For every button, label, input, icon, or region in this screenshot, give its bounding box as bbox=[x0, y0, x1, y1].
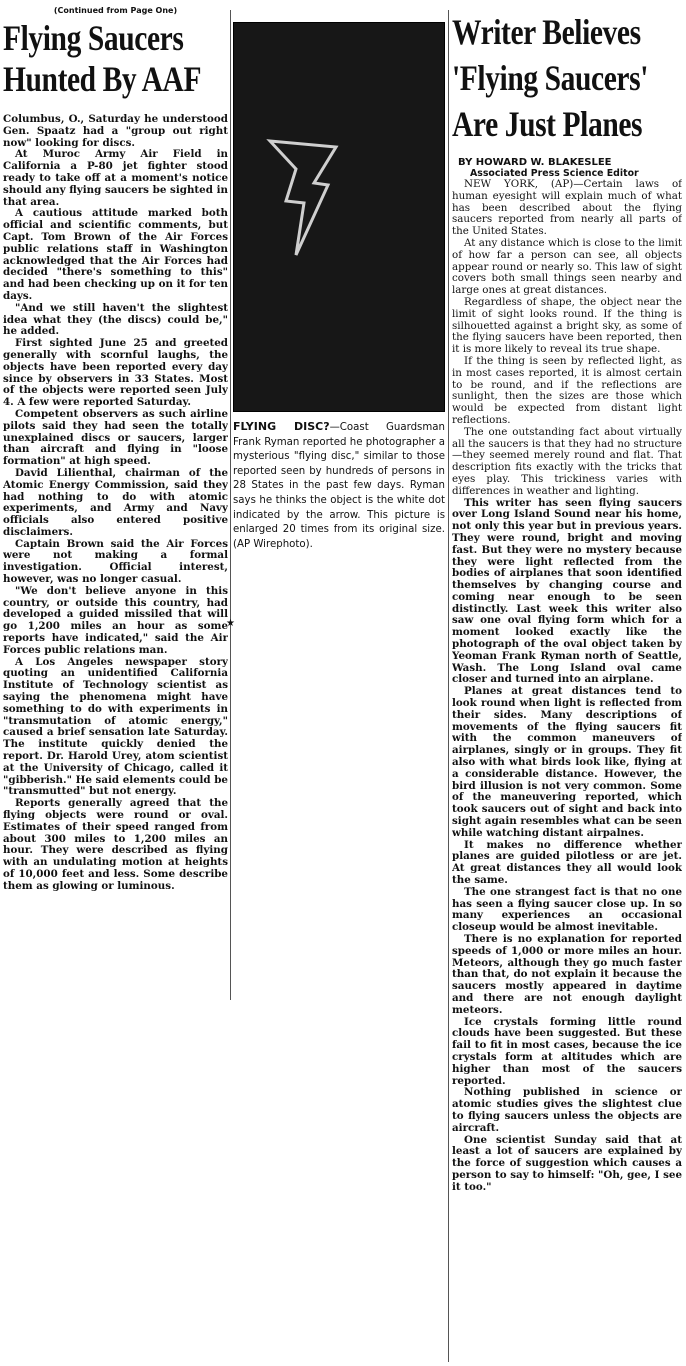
paragraph: It makes no difference whether planes are guided pilotless or are jet. At great distances they all would look the same. bbox=[452, 838, 682, 887]
caption-text: —Coast Guardsman Frank Ryman reported he photographer a mysterious "flying disc," similar to those reported seen by hundreds of persons in 28 States in the past few days. Ryman says he thinks the object is the white dot indicated by the arrow. This picture is enlarged 20 times from its original size. (AP Wirephoto). bbox=[233, 422, 445, 550]
arrow-icon bbox=[266, 133, 346, 263]
paragraph: There is no explanation for reported speeds of 1,000 or more miles an hour. Meteors, although they go much faster than that, do not explain it because the saucers mostly appeared in daytime and there are not enough daylight meteors. bbox=[452, 933, 682, 1016]
paragraph: "We don't believe anyone in this country, or outside this country, had developed a guided missiled that will go 1,200 miles an hour as some reports have indicated," said the Air Forces public relations man. bbox=[3, 584, 228, 656]
continued-kicker: (Continued from Page One) bbox=[53, 6, 178, 15]
right-headline-line-2: 'Flying Saucers' bbox=[452, 58, 648, 98]
paragraph: Captain Brown said the Air Forces were not making a formal investigation. Official interest, however, was no longer casual. bbox=[3, 537, 228, 586]
paragraph: If the thing is seen by reflected light, as in most cases reported, it is almost certain to be round, and if the reflections are sunlight, then the sizes are those which would be expected from distant light reflections. bbox=[452, 354, 682, 426]
left-headline-line-2: Hunted By AAF bbox=[3, 59, 202, 99]
paragraph: Ice crystals forming little round clouds have been suggested. But these fail to fit in most cases, because the ice crystals form at altitudes which are higher than most of the saucers reported. bbox=[452, 1015, 682, 1087]
column-rule-left bbox=[230, 10, 231, 1000]
left-headline-line-1: Flying Saucers bbox=[3, 18, 184, 58]
ufo-photograph bbox=[233, 22, 445, 412]
caption-lead: FLYING DISC? bbox=[233, 420, 330, 433]
right-article bbox=[452, 12, 682, 1362]
right-article-body bbox=[452, 179, 682, 1194]
column-rule-right bbox=[448, 10, 449, 1362]
paragraph: A Los Angeles newspaper story quoting an unidentified California Institute of Technology scientist as saying the phenomena might have something to do with experiments in "transmutation of atomic energy," caused a brief sensation late Saturday. The institute quickly denied the report. Dr. Harold Urey, atom scientist at the University of Chicago, called it "gibberish." He said elements could be "transmutted" but not energy. bbox=[3, 655, 228, 798]
right-headline-line-1: Writer Believes bbox=[452, 12, 641, 52]
byline: BY HOWARD W. BLAKESLEE bbox=[458, 157, 612, 168]
right-headline-line-3: Are Just Planes bbox=[452, 104, 643, 144]
left-article bbox=[3, 6, 228, 996]
paragraph: Reports generally agreed that the flying objects were round or oval. Estimates of their speed ranged from about 300 miles to 1,200 miles an hour. They were described as flying with an undulating motion at heights of 10,000 feet and less. Some describe them as glowing or luminous. bbox=[3, 797, 228, 892]
photo-block bbox=[233, 22, 445, 632]
paragraph: Columbus, O., Saturday he understood Gen. Spaatz had a "group out right now" looking for discs. bbox=[3, 113, 228, 149]
photo-caption bbox=[233, 420, 445, 552]
paragraph: "And we still haven't the slightest idea what they (the discs) could be," he added. bbox=[3, 301, 228, 338]
paragraph: The one strangest fact is that no one has seen a flying saucer close up. In so many experiences an occasional closeup would be almost inevitable. bbox=[452, 885, 682, 934]
byline-title: Associated Press Science Editor bbox=[470, 168, 639, 179]
paragraph: First sighted June 25 and greeted generally with scornful laughs, the objects have been reported every day since by observers in 33 States. Most of the objects were reported seen July 4. A few were reported Saturday. bbox=[3, 337, 228, 409]
paragraph: One scientist Sunday said that at least a lot of saucers are explained by the force of suggestion which causes a person to say to himself: "Oh, gee, I see it too." bbox=[452, 1133, 682, 1193]
paragraph: Regardless of shape, the object near the limit of sight looks round. If the thing is silhouetted against a bright sky, as some of the flying saucers have been reported, then it is more likely to reveal its true shape. bbox=[452, 295, 682, 356]
star-ornament: ★ bbox=[226, 618, 235, 629]
paragraph: A cautious attitude marked both official and scientific comments, but Capt. Tom Brown of the Air Forces public relations staff in Washington acknowledged that the Air Forces had decided "there's something to this" and had been checking up on it for ten days. bbox=[3, 207, 228, 302]
paragraph: Planes at great distances tend to look round when light is reflected from their sides. Many descriptions of movements of the flying saucers fit with the common maneuvers of airplanes, singly or in groups. They fit also with what birds look like, flying at a considerable distance. However, the bird illusion is not very common. Some of the maneuvering reported, which took saucers out of sight and back into sight again resembles what can be seen while watching distant airpalnes. bbox=[452, 685, 682, 839]
paragraph: The one outstanding fact about virtually all the saucers is that they had no structure—they seemed merely round and flat. That description fits exactly with the tricks that eyes play. This trickiness varies with differences in weather and lighting. bbox=[452, 425, 682, 497]
paragraph: Nothing published in science or atomic studies gives the slightest clue to flying saucers unless the objects are aircraft. bbox=[452, 1086, 682, 1134]
paragraph: David Lilienthal, chairman of the Atomic Energy Commission, said they had nothing to do with atomic experiments, and Army and Navy officials also entered positive disclaimers. bbox=[3, 466, 228, 538]
left-article-body bbox=[3, 114, 228, 893]
paragraph: At any distance which is close to the limit of how far a person can see, all objects appear round or nearly so. This law of sight covers both small things seen nearby and large ones at great distances. bbox=[452, 236, 682, 297]
paragraph: NEW YORK, (AP)—Certain laws of human eyesight will explain much of what has been described about the flying saucers reported from nearly all parts of the United States. bbox=[452, 178, 682, 238]
paragraph: This writer has seen flying saucers over Long Island Sound near his home, not only this year but in previous years. They were round, bright and moving fast. But they were no mystery because they were light reflected from the bodies of airplanes that soon identified themselves by changing course and coming near enough to be seen distinctly. Last week this writer also saw one oval flying form which for a moment looked exactly like the photograph of the oval object taken by Yeoman Frank Ryman north of Seattle, Wash. The Long Island oval came closer and turned into an airplane. bbox=[452, 496, 682, 686]
paragraph: Competent observers as such airline pilots said they had seen the totally unexplained discs or saucers, larger than aircraft and flying in "loose formation" at high speed. bbox=[3, 407, 228, 468]
paragraph: At Muroc Army Air Field in California a P-80 jet fighter stood ready to take off at a moment's notice should any flying saucers be sighted in that area. bbox=[3, 148, 228, 208]
